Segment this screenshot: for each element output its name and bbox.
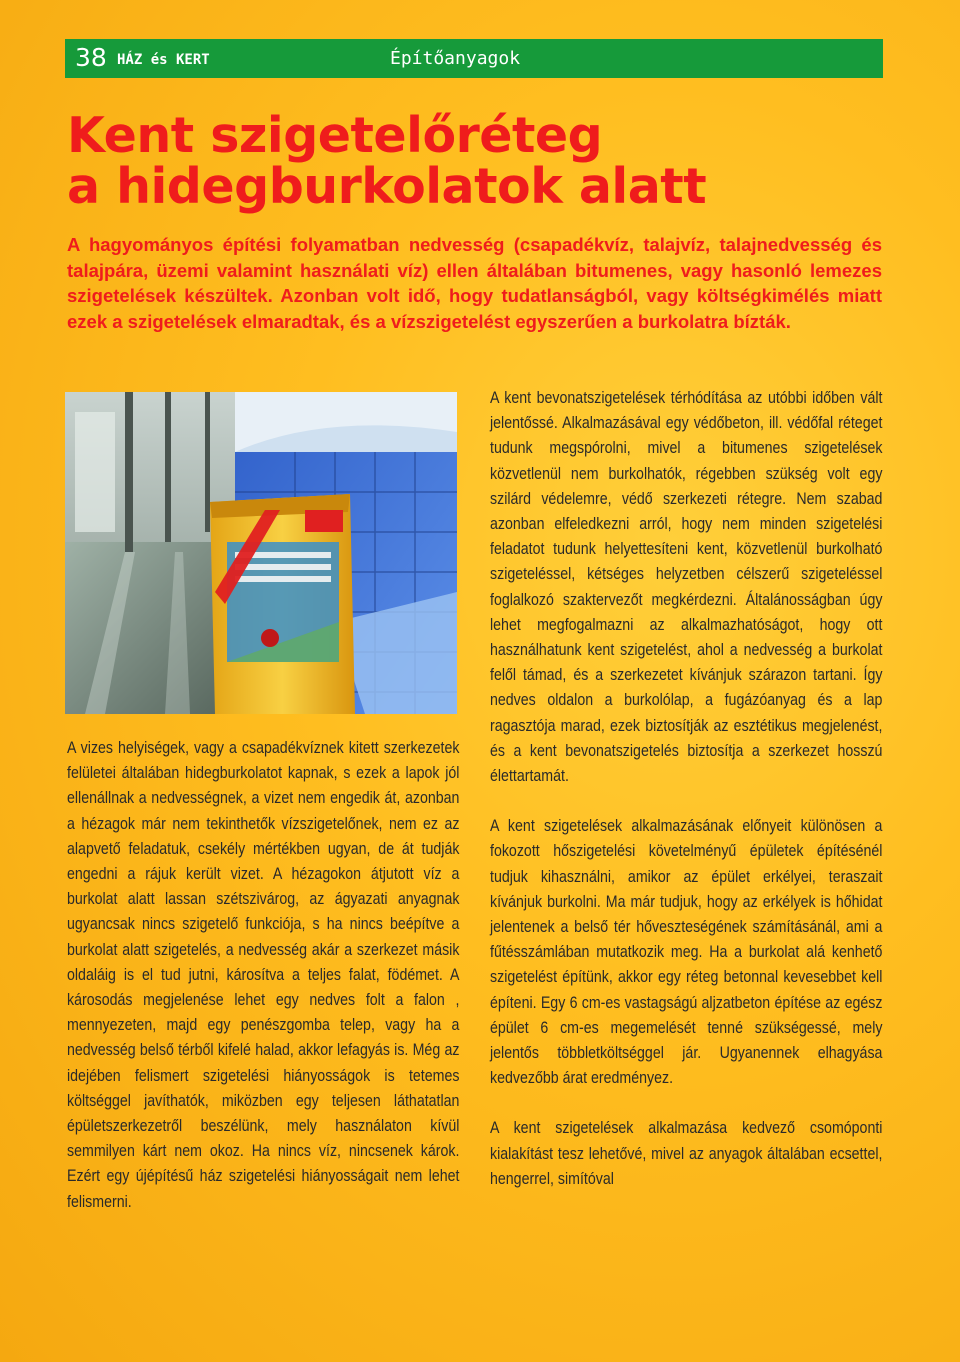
- magazine-name: HÁZ és KERT: [117, 52, 210, 68]
- product-photo-illustration: [65, 392, 457, 714]
- body-column-right: [490, 385, 882, 1191]
- header-bar: [65, 39, 883, 78]
- title-line-1: Kent szigetelőréteg: [67, 107, 603, 164]
- body-column-left: [67, 735, 459, 1214]
- section-name: Építőanyagok: [390, 48, 521, 69]
- page-number: 38: [75, 43, 107, 72]
- body-paragraph: A vizes helyiségek, vagy a csapadékvíznek kitett szerkezetek felületei általában hidegburkolatot kapnak, s ezek a lapok jól ellenállnak a nedvességnek, a vizet nem engedik át, azonban a hézagok már nem tekinthetők vízszigetelőnek, nem ez az alapvető feladatuk, csekély mértékben ugyan, de át tudják engedni a rájuk került vizet. A hézagokon átjutott víz a burkolat alatt lassan szétszivárog, az ágyazati anyagnak ugyancsak nincs szigetelő funkciója, s ha nincs beépítve a burkolat alatt szigetelés, a nedvesség akár a szerkezet másik oldaláig is el tud jutni, károsítva a teljes falat, födémet. A károsodás megjelenése lehet egy nedves folt a falon , mennyezeten, majd egy penészgomba telep, vagy ha a nedvesség belső térből kifelé halad, akkor lefagyás is. Még az idejében felismert szigetelési hiányosságok is tetemes költséggel javíthatók, miközben egy teljesen láthatatlan épületszerkezetről beszélünk, mely használaton kívül semmilyen kárt nem okoz. Ha nincs víz, nincsenek károk. Ezért egy újépítésű ház szigetelési hiányosságait nem lehet felismerni.: [67, 738, 460, 1211]
- body-paragraph: A kent szigetelések alkalmazásának előnyeit különösen a fokozott hőszigetelési követelményű épületek építésénél tudjuk kihasználni, amikor az épület erkélyei, teraszait kívánjuk burkolni. Ma már tudjuk, hogy az erkélyek is hőhidat jelentenek a belső tér hőveszteségének számításánál, ami a fűtésszámlában mutatkozik meg. Ha a burkolat alá kenhető szigetelést építünk, akkor egy réteg betonnal kevesebbet kell építeni. Egy 6 cm-es vastagságú aljzatbeton építése az egész épület 6 cm-es megemelését tenné szükségessé, mely jelentős többletköltséggel jár. Ugyanennek elhagyása kedvezőbb árat eredményez.: [490, 816, 883, 1088]
- body-paragraph: A kent bevonatszigetelések térhódítása az utóbbi időben vált jelentőssé. Alkalmazásával egy védőbeton, ill. védőfal réteget tudunk megspórolni, mivel a bitumenes szigetelések közvetlenül nem burkolhatók, régebben szükség volt egy szilárd védelemre, védő szerkezeti rétegre. Nem szabad azonban elfeledkezni arról, hogy nem minden szigetelési feladatot tudunk helyettesíteni kent, közvetlenül burkolható szigeteléssel, kétséges helyzetben célszerű szigeteléssel foglalkozó szaktervezőt megkérdezni. Általánosságban úgy lehet megfogalmazni az alkalmazhatóságot, hogy ott használhatunk kent szigetelést, ahol a nedvesség a burkolat felől támad, és a szerkezetet kívánjuk szárazon tartani. Így nedves oldalon a burkolólap, a fugázóanyag és a lap ragasztója marad, ezek biztosítják az esztétikus megjelenést, és a kent bevonatszigetelés biztosítja a szerkezet hosszú élettartamát.: [490, 388, 883, 786]
- product-photo: [65, 392, 457, 714]
- body-paragraph: A kent szigetelések alkalmazása kedvező csomóponti kialakítást tesz lehetővé, mivel az anyagok általában ecsettel, hengerrel, simítóval: [490, 1118, 883, 1188]
- lead-paragraph: A hagyományos építési folyamatban nedvesség (csapadékvíz, talajvíz, talajnedvesség és talajpára, üzemi valamint használati víz) ellen általában bitumenes, vagy hasonló lemezes szigetelések készültek. Azonban volt idő, hogy tudatlanságból, vagy költségkimélés miatt ezek a szigetelések elmaradtak, és a vízszigetelést egyszerűen a burkolatra bízták.: [67, 234, 882, 332]
- title-line-2: a hidegburkolatok alatt: [67, 158, 707, 215]
- article-title: [67, 107, 867, 215]
